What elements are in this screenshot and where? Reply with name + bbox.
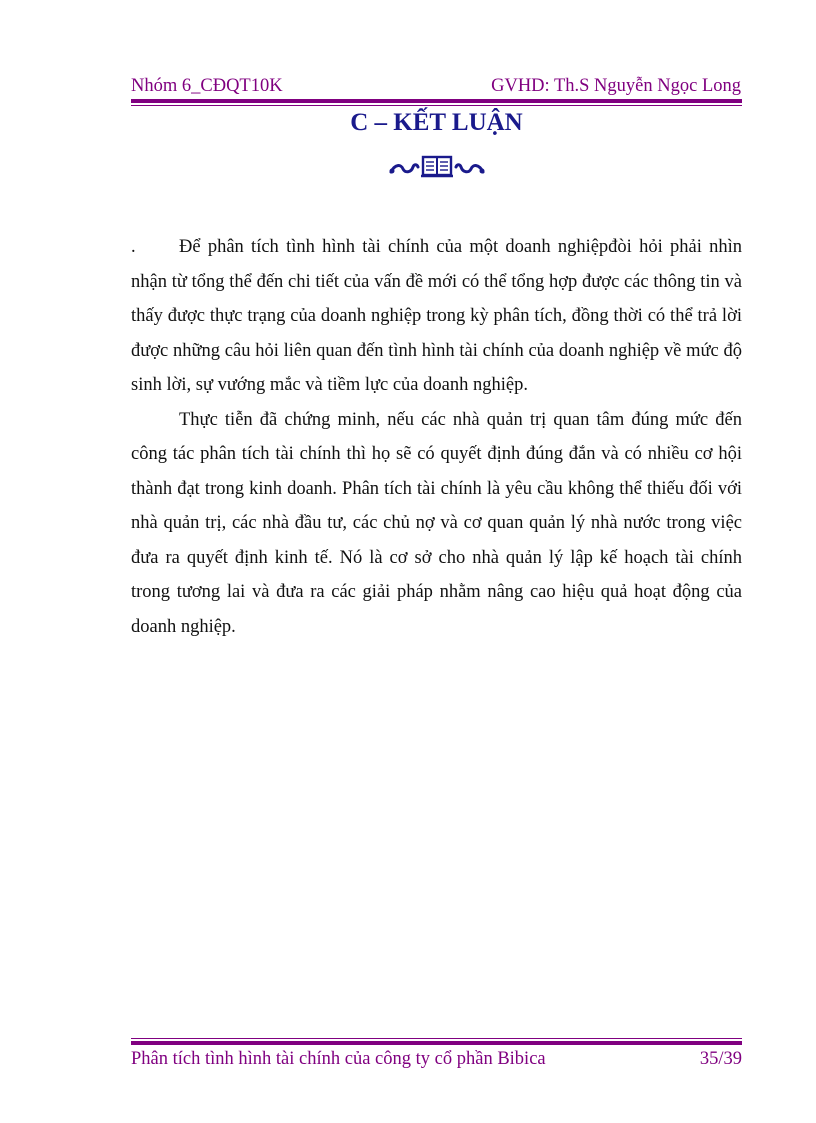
footer-rule-thick — [131, 1041, 742, 1045]
conclusion-body — [131, 230, 742, 644]
page-header — [131, 74, 741, 98]
title-ornament — [131, 152, 742, 182]
footer-rule-thin — [131, 1038, 742, 1039]
header-rule-thick — [131, 99, 742, 103]
paragraph-1 — [131, 230, 742, 403]
page-footer — [131, 1046, 742, 1072]
page-title: C – KẾT LUẬN — [350, 109, 523, 136]
paragraph-1-text: Để phân tích tình hình tài chính của một doanh nghiệpđòi hỏi phải nhìn nhận từ tổng thể đến chi tiết của vấn đề mới có thể tổng hợp được các thông tin và thấy được thực trạng của doanh nghiệp trong kỳ phân tích, đồng thời có thể trả lời được những câu hỏi liên quan đến tình hình tài chính của doanh nghiệp về mức độ sinh lời, sự vướng mắc và tiềm lực của doanh nghiệp. — [131, 237, 742, 395]
footer-document-title: Phân tích tình hình tài chính của công ty cổ phần Bibica — [131, 1049, 546, 1069]
header-instructor: GVHD: Th.S Nguyễn Ngọc Long — [491, 76, 741, 96]
paragraph-2: Thực tiễn đã chứng minh, nếu các nhà quản trị quan tâm đúng mức đến công tác phân tích tài chính thì họ sẽ có quyết định đúng đắn và có nhiều cơ hội thành đạt trong kinh doanh. Phân tích tài chính là yêu cầu không thể thiếu đối với nhà quản trị, các nhà đầu tư, các chủ nợ và cơ quan quản lý nhà nước trong việc đưa ra quyết định kinh tế. Nó là cơ sở cho nhà quản lý lập kế hoạch tài chính trong tương lai và đưa ra các giải pháp nhằm nâng cao hiệu quả hoạt động của doanh nghiệp. — [131, 409, 742, 637]
paragraph-1-lead: . — [131, 237, 136, 257]
book-ornament-icon — [387, 152, 487, 180]
header-group-name: Nhóm 6_CĐQT10K — [131, 76, 283, 96]
page-number: 35/39 — [699, 1049, 742, 1069]
